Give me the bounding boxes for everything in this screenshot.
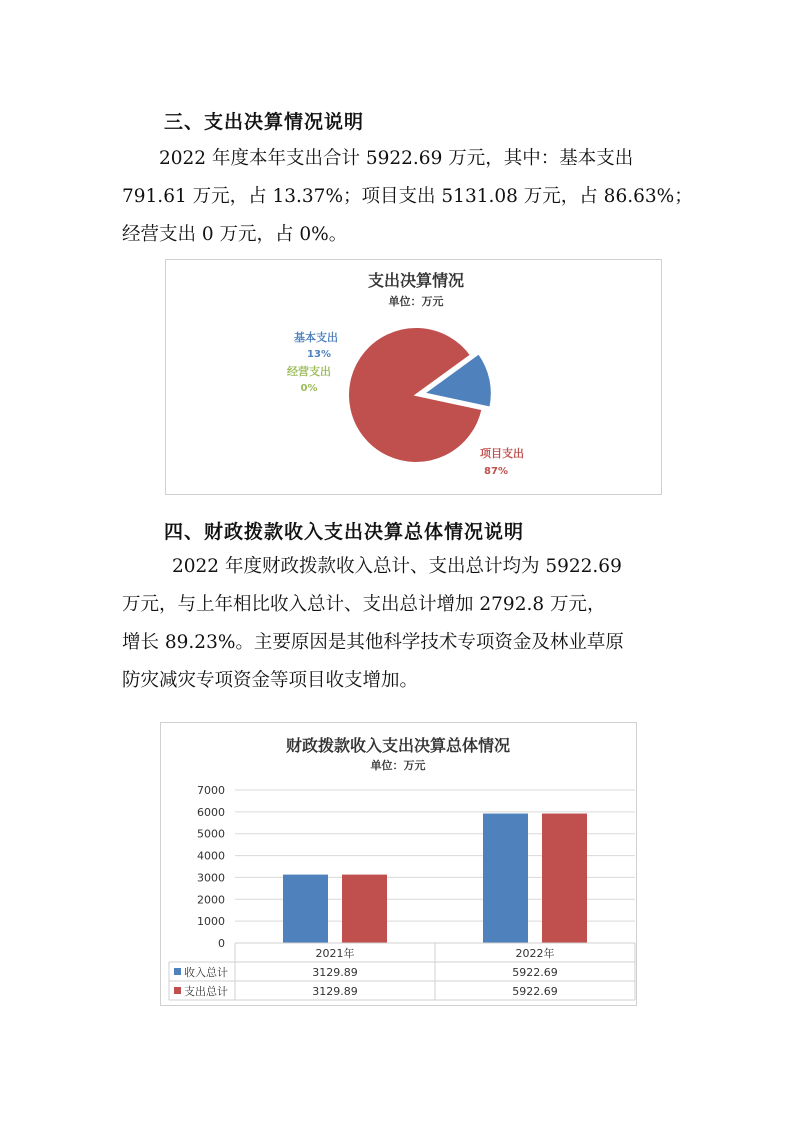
x-tick-label: 2021年 xyxy=(315,947,355,960)
bar-title: 财政拨款收入支出决算总体情况 xyxy=(285,736,511,755)
legend-swatch xyxy=(174,968,181,975)
y-tick-label: 3000 xyxy=(197,871,225,885)
bar xyxy=(342,875,387,943)
bar xyxy=(483,814,528,943)
y-tick-label: 5000 xyxy=(197,827,225,841)
pie-slice-name: 项目支出 xyxy=(480,447,524,460)
y-tick-label: 6000 xyxy=(197,805,225,819)
y-tick-label: 2000 xyxy=(197,893,225,907)
legend-swatch xyxy=(174,987,181,994)
pie-slice-percent: 87% xyxy=(484,466,508,477)
pie-slice-name: 基本支出 xyxy=(294,331,338,344)
data-table-value: 5922.69 xyxy=(512,966,558,979)
data-table-value: 3129.89 xyxy=(312,985,358,998)
x-tick-label: 2022年 xyxy=(515,947,555,960)
pie-subtitle: 单位：万元 xyxy=(388,295,444,308)
pie-chart xyxy=(166,260,661,494)
bar-chart xyxy=(161,723,636,1005)
paragraph-line: 经营支出 0 万元，占 0%。 xyxy=(122,224,348,245)
legend-label: 支出总计 xyxy=(184,985,228,998)
paragraph-line: 防灾减灾专项资金等项目收支增加。 xyxy=(122,670,419,691)
pie-slice-percent: 0% xyxy=(300,383,318,394)
section3-heading: 三、支出决算情况说明 xyxy=(164,111,365,133)
bar-chart-frame xyxy=(160,722,637,1006)
paragraph-line: 万元，与上年相比收入总计、支出总计增加 2792.8 万元， xyxy=(122,594,606,615)
pie-slice-percent: 13% xyxy=(307,349,331,360)
legend-label: 收入总计 xyxy=(184,966,228,979)
bar xyxy=(542,814,587,943)
paragraph-line: 791.61 万元，占 13.37%；项目支出 5131.08 万元，占 86.63%； xyxy=(122,186,693,207)
pie-slice-name: 经营支出 xyxy=(287,365,331,378)
y-tick-label: 1000 xyxy=(197,915,225,929)
section3-paragraph xyxy=(122,140,693,254)
paragraph-line: 增长 89.23%。主要原因是其他科学技术专项资金及林业草原 xyxy=(122,632,624,653)
data-table-value: 5922.69 xyxy=(512,985,558,998)
bar-subtitle: 单位：万元 xyxy=(370,759,426,772)
bar xyxy=(283,875,328,943)
section4-heading: 四、财政拨款收入支出决算总体情况说明 xyxy=(164,521,525,543)
y-tick-label: 0 xyxy=(218,937,225,950)
section4-paragraph xyxy=(122,548,682,700)
data-table-value: 3129.89 xyxy=(312,966,358,979)
y-tick-label: 4000 xyxy=(197,849,225,863)
paragraph-line: 2022 年度财政拨款收入总计、支出总计均为 5922.69 xyxy=(172,556,622,577)
paragraph-line: 2022 年度本年支出合计 5922.69 万元，其中：基本支出 xyxy=(159,148,634,169)
pie-chart-frame xyxy=(165,259,662,495)
pie-title: 支出决算情况 xyxy=(367,271,465,290)
y-tick-label: 7000 xyxy=(197,784,225,797)
